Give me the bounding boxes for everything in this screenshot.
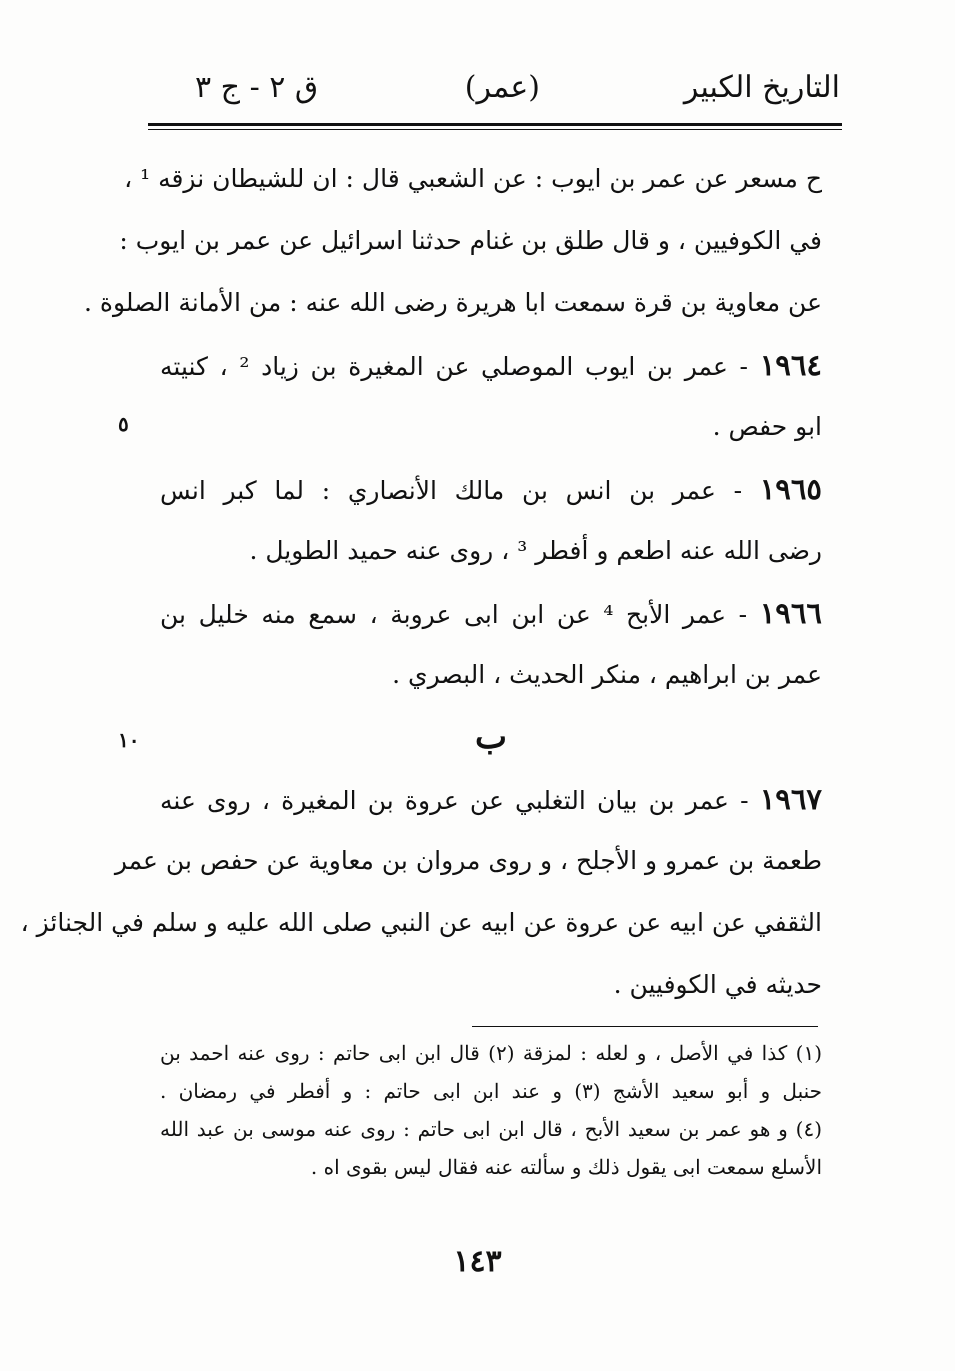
text-line-content: طعمة بن عمرو و الأجلح ، و روى مروان بن معاوية عن حفص بن عمر bbox=[114, 846, 822, 875]
text-line-content: حديثه في الكوفيين . bbox=[613, 970, 822, 999]
text-line-content: في الكوفيين ، و قال طلق بن غنام حدثنا اسرائيل عن عمر بن ايوب : bbox=[119, 226, 822, 255]
text-line bbox=[160, 334, 822, 396]
text-line-content: - عمر بن ايوب الموصلي عن المغيرة بن زياد ² ، كنيته bbox=[160, 352, 760, 381]
text-line-content: - عمر الأبح ⁴ عن ابن ابى عروبة ، سمع منه خليل بن bbox=[160, 600, 760, 629]
text-line bbox=[160, 582, 822, 644]
footnotes bbox=[160, 1034, 822, 1186]
header-rule-thin bbox=[148, 129, 842, 130]
text-line bbox=[160, 768, 822, 830]
text-line-content: - عمر بن انس بن مالك الأنصاري : لما كبر انس bbox=[160, 476, 760, 505]
header-rule-thick bbox=[148, 123, 842, 126]
entry-number: ١٩٦٦ bbox=[759, 596, 822, 630]
text-line bbox=[160, 644, 822, 706]
text-line bbox=[124, 148, 822, 210]
entry-number: ١٩٦٥ bbox=[759, 472, 822, 506]
entry-number: ١٩٦٧ bbox=[759, 782, 822, 816]
text-line bbox=[160, 458, 822, 520]
header-section-name: (عمر) bbox=[464, 70, 540, 105]
footnote-line: (٤) و هو عمر بن سعيد الأبح ، قال ابن ابى حاتم : روى عنه موسى بن عبد الله bbox=[160, 1117, 822, 1141]
text-line bbox=[83, 272, 822, 334]
text-line-content: الثقفي عن ابيه عن عروة عن ابيه عن النبي صلى الله عليه و سلم في الجنائز ، bbox=[20, 908, 822, 937]
page-number: ١٤٣ bbox=[453, 1244, 502, 1279]
text-line bbox=[119, 210, 822, 272]
text-line bbox=[160, 954, 822, 1016]
text-line-content: ح مسعر عن عمر بن ايوب : عن الشعبي قال : ان للشيطان نزقه ¹ ، bbox=[124, 164, 822, 193]
entry-number: ١٩٦٤ bbox=[759, 348, 822, 382]
margin-line-number-5: ٥ bbox=[118, 412, 129, 436]
footnote-line: الأسلع سمعت ابى يقول ذلك و سألته عنه فقال ليس بقوى اه . bbox=[310, 1155, 822, 1179]
text-line bbox=[20, 892, 822, 954]
text-line-content: ابو حفص . bbox=[712, 412, 822, 441]
text-line-content: - عمر بن بيان التغلبي عن عروة بن المغيرة ، روى عنه bbox=[160, 786, 760, 815]
footnote-line: حنبل و أبو سعيد الأشج (٣) و عند ابن ابى حاتم : و أفطر في رمضان . bbox=[160, 1079, 822, 1103]
text-line-content: رضى الله عنه اطعم و أفطر ³ ، روى عنه حميد الطويل . bbox=[249, 536, 822, 565]
text-line bbox=[160, 520, 822, 582]
text-line bbox=[114, 830, 822, 892]
running-header bbox=[150, 70, 840, 118]
footnote-line: (١) كذا في الأصل ، و لعله : لمزقة (٢) قال ابن ابى حاتم : روى عنه احمد بن bbox=[160, 1041, 822, 1065]
footnote-separator bbox=[472, 1026, 818, 1027]
section-letter-heading: ب bbox=[474, 717, 507, 757]
header-book-title: التاريخ الكبير bbox=[683, 70, 840, 105]
header-volume-part: ق ٢ - ج ٣ bbox=[195, 70, 319, 105]
text-line bbox=[160, 396, 822, 458]
margin-line-number-10: ١٠ bbox=[118, 728, 140, 752]
text-line-content: عمر بن ابراهيم ، منكر الحديث ، البصري . bbox=[392, 660, 822, 689]
text-line-content: عن معاوية بن قرة سمعت ابا هريرة رضى الله عنه : من الأمانة الصلوة . bbox=[83, 288, 822, 317]
